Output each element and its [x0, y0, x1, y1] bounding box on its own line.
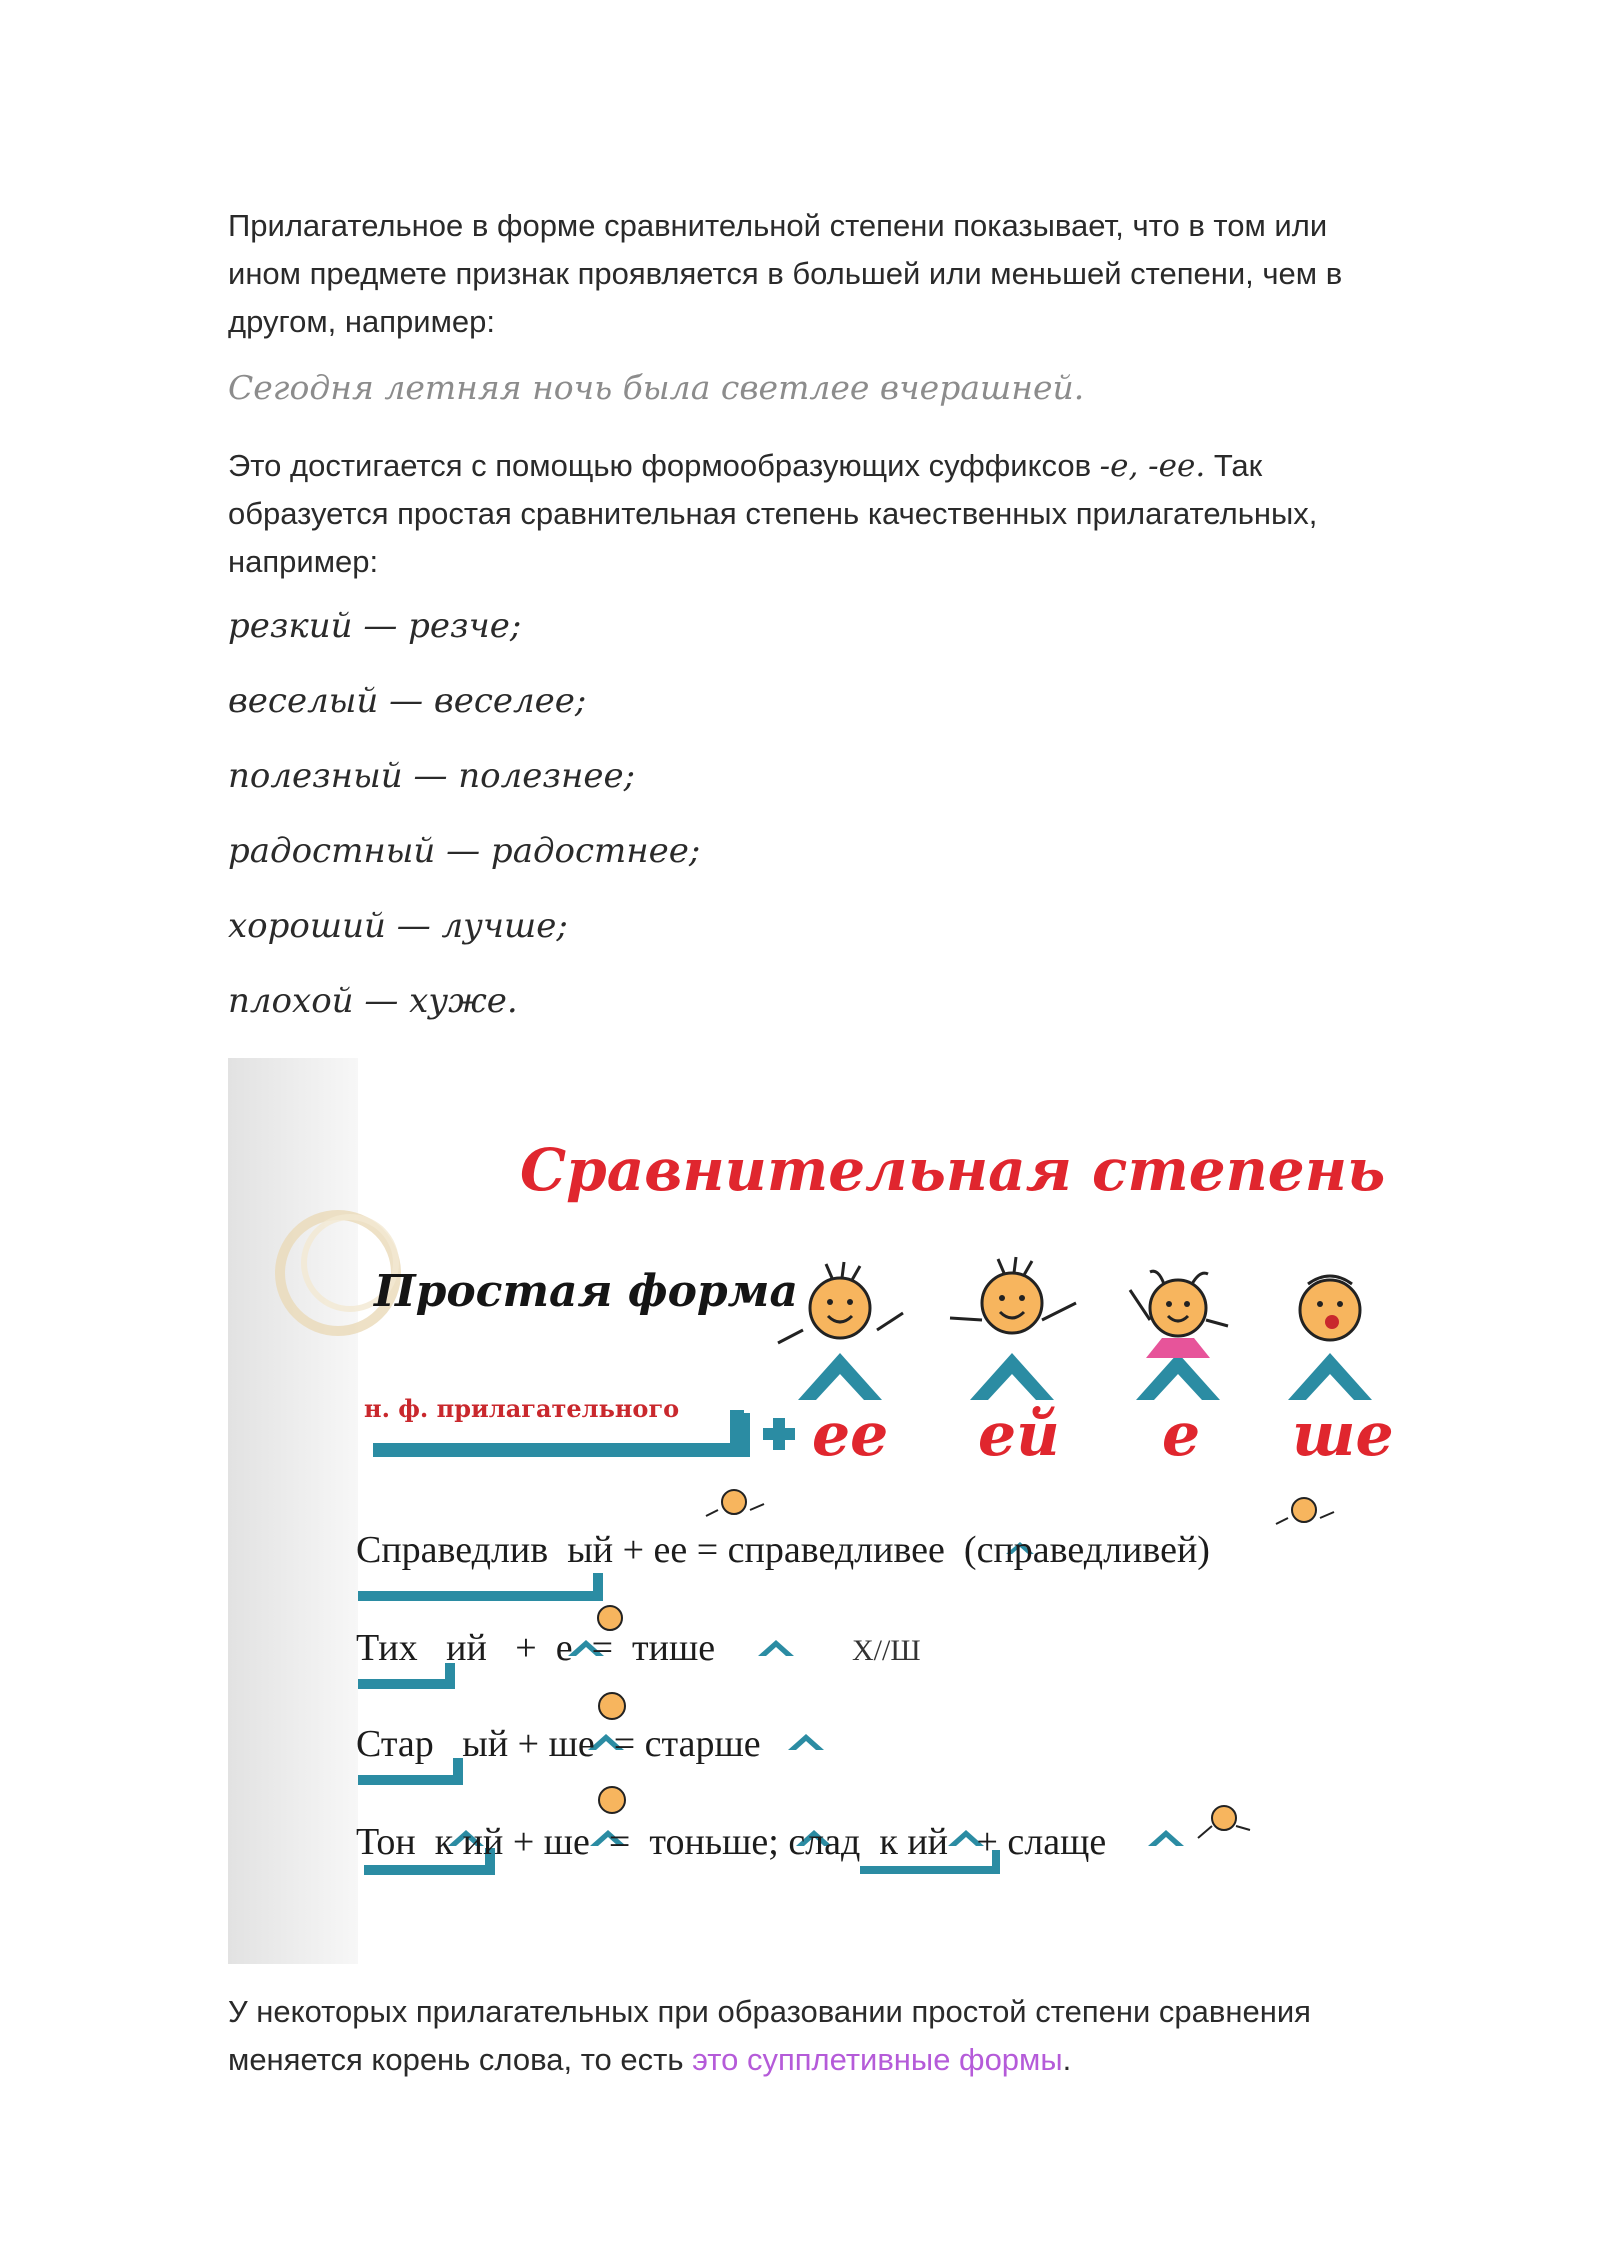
intro-line-2: ином предмете признак проявляется в большей или меньшей степени, чем в — [228, 256, 1343, 291]
suppletive-forms-link[interactable]: это супплетивные формы — [692, 2042, 1063, 2077]
base-bracket-side — [730, 1410, 744, 1456]
decorative-band-shade — [228, 1058, 358, 1964]
small-kid-icon — [1198, 1806, 1250, 1838]
intro-line-3: другом, например: — [228, 304, 495, 339]
suffix-carets — [798, 1353, 1372, 1400]
suffix-label: е — [1162, 1400, 1201, 1470]
root-bracket — [358, 1573, 598, 1596]
suffix-line-3: например: — [228, 544, 379, 579]
closing-paragraph: У некоторых прилагательных при образовании простой степени сравнения меняется корень слова, то есть это супплетивные формы. — [228, 1994, 1311, 2077]
suffix-caret — [970, 1353, 1054, 1400]
cartoon-kid-icon — [950, 1257, 1076, 1333]
example-item: хороший — лучше; — [228, 906, 568, 946]
example-line-3: Стар ый + ше = старше — [356, 1723, 761, 1765]
cartoon-kid-icon — [1130, 1271, 1228, 1358]
figure-title: Сравнительная степень — [520, 1136, 1386, 1204]
small-kid-icon — [1276, 1498, 1334, 1524]
intro-paragraph — [228, 202, 1468, 346]
suffix-caret — [798, 1353, 882, 1400]
suffix-paragraph — [228, 442, 1468, 586]
suffix-line-1: Это достигается с помощью формообразующих суффиксов -е, -ее. Так — [228, 448, 1263, 484]
suffix-label: ее — [812, 1400, 889, 1470]
example-item: плохой — хуже. — [228, 981, 518, 1021]
example-item: веселый — веселее; — [228, 681, 587, 721]
example-line-4: Тон к ий + ше = тоньше; слад к ий + слаще — [356, 1821, 1107, 1863]
example-item: радостный — радостнее; — [228, 831, 701, 871]
suffix-line-2: образуется простая сравнительная степень качественных прилагательных, — [228, 496, 1318, 531]
comparative-degree-illustration — [228, 1058, 1428, 1964]
example-line-2: Тих ий + е = тише — [356, 1627, 716, 1669]
base-label: н. ф. прилагательного — [364, 1394, 680, 1423]
example-item: полезный — полезнее; — [228, 756, 636, 796]
closing-line-1: У некоторых прилагательных при образовании простой степени сравнения — [228, 1994, 1311, 2029]
suffix-caret — [1288, 1353, 1372, 1400]
suffix-label: ей — [978, 1400, 1060, 1470]
quote-example: Сегодня летняя ночь была светлее вчерашней. — [228, 368, 1085, 407]
cartoon-kid-icon — [1300, 1276, 1360, 1340]
suffix-label: ше — [1292, 1400, 1394, 1470]
small-kid-icon — [599, 1787, 625, 1813]
small-kid-icon — [599, 1693, 625, 1719]
small-carets — [448, 1542, 1184, 1846]
example-item: резкий — резче; — [228, 606, 522, 646]
figure-subtitle: Простая форма — [374, 1266, 799, 1317]
alternation-note: Х//Ш — [852, 1634, 921, 1667]
base-bracket-bar — [373, 1443, 745, 1457]
example-line-1: Справедлив ый + ее = справедливее (справедливей) — [356, 1529, 1210, 1571]
small-kid-icon — [706, 1490, 764, 1516]
suffix-forms: -е, -ее. — [1099, 448, 1206, 484]
intro-line-1: Прилагательное в форме сравнительной степени показывает, что в том или — [228, 208, 1328, 243]
plus-icon-vertical — [773, 1418, 785, 1450]
suffix-caret — [1136, 1353, 1220, 1400]
